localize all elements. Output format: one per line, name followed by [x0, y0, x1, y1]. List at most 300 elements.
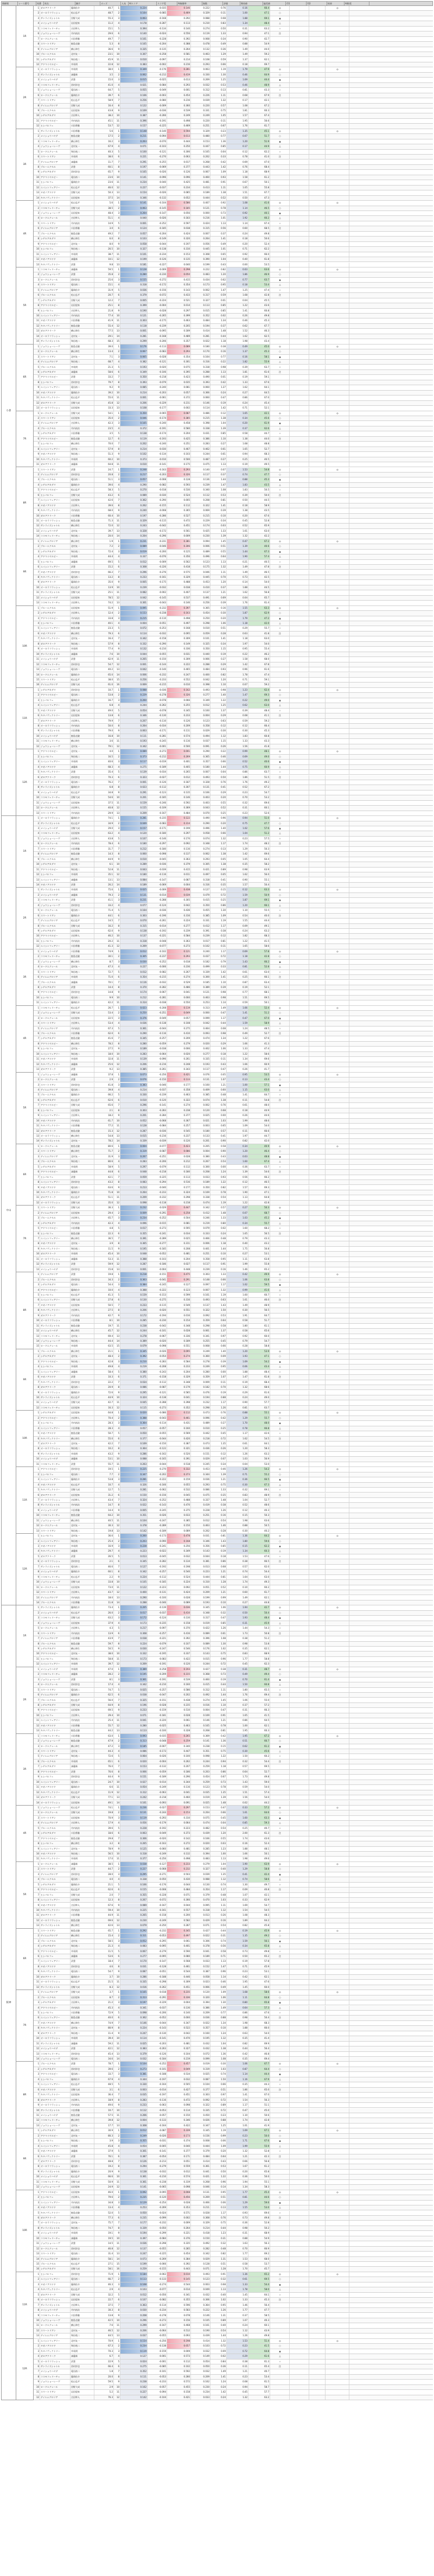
- table-row[interactable]: [34, 324, 433, 329]
- table-row[interactable]: [34, 1298, 433, 1303]
- table-row[interactable]: [34, 1380, 433, 1385]
- table-row[interactable]: [34, 642, 433, 647]
- table-row[interactable]: [34, 360, 433, 365]
- table-row[interactable]: [34, 468, 433, 473]
- table-row[interactable]: [34, 1349, 433, 1354]
- table-row[interactable]: [34, 109, 433, 113]
- table-row[interactable]: [34, 1452, 433, 1457]
- table-row[interactable]: [34, 437, 433, 442]
- table-row[interactable]: [34, 1021, 433, 1026]
- table-row[interactable]: [34, 914, 433, 919]
- table-row[interactable]: [34, 447, 433, 452]
- table-row[interactable]: [34, 1088, 433, 1093]
- table-row[interactable]: [34, 934, 433, 939]
- table-row[interactable]: [34, 1124, 433, 1128]
- column-header[interactable]: 開催場: [2, 2, 18, 5]
- table-row[interactable]: [34, 514, 433, 519]
- table-row[interactable]: [34, 1155, 433, 1159]
- table-row[interactable]: [34, 391, 433, 396]
- table-row[interactable]: [34, 1288, 433, 1293]
- table-row[interactable]: [34, 611, 433, 616]
- table-row[interactable]: [34, 954, 433, 959]
- table-row[interactable]: [34, 1416, 433, 1421]
- table-row[interactable]: [34, 652, 433, 657]
- table-row[interactable]: [34, 385, 433, 390]
- table-row[interactable]: [34, 503, 433, 508]
- column-header[interactable]: オッズ: [100, 2, 121, 5]
- table-row[interactable]: [34, 1232, 433, 1236]
- table-row[interactable]: [34, 1421, 433, 1426]
- table-row[interactable]: [34, 580, 433, 585]
- column-header[interactable]: 期待値: [240, 2, 263, 5]
- table-row[interactable]: [34, 713, 433, 718]
- table-row[interactable]: [34, 406, 433, 411]
- table-row[interactable]: [34, 355, 433, 360]
- table-row[interactable]: [34, 257, 433, 262]
- table-row[interactable]: [34, 206, 433, 211]
- table-row[interactable]: [34, 83, 433, 88]
- table-row[interactable]: [34, 749, 433, 754]
- table-row[interactable]: [34, 698, 433, 703]
- table-row[interactable]: [34, 160, 433, 165]
- table-row[interactable]: [34, 678, 433, 683]
- table-row[interactable]: [34, 688, 433, 693]
- table-row[interactable]: [34, 662, 433, 667]
- table-row[interactable]: [34, 965, 433, 970]
- table-row[interactable]: [34, 1283, 433, 1287]
- table-row[interactable]: [34, 37, 433, 42]
- table-row[interactable]: [34, 303, 433, 308]
- table-row[interactable]: [34, 739, 433, 744]
- table-row[interactable]: [34, 1293, 433, 1298]
- table-row[interactable]: [34, 263, 433, 267]
- table-row[interactable]: [34, 1278, 433, 1283]
- table-row[interactable]: [34, 919, 433, 923]
- table-row[interactable]: [34, 31, 433, 36]
- table-row[interactable]: [34, 1108, 433, 1113]
- table-row[interactable]: [34, 221, 433, 226]
- table-row[interactable]: [34, 1221, 433, 1226]
- table-row[interactable]: [34, 683, 433, 687]
- table-row[interactable]: [34, 960, 433, 965]
- table-row[interactable]: [34, 852, 433, 857]
- table-row[interactable]: [34, 554, 433, 559]
- table-row[interactable]: [34, 888, 433, 892]
- table-row[interactable]: [34, 150, 433, 155]
- table-row[interactable]: [34, 939, 433, 944]
- table-row[interactable]: [34, 1185, 433, 1190]
- table-row[interactable]: [34, 868, 433, 872]
- table-row[interactable]: [34, 862, 433, 867]
- table-row[interactable]: [34, 27, 433, 31]
- table-row[interactable]: [34, 806, 433, 811]
- table-row[interactable]: [34, 1011, 433, 1016]
- table-row[interactable]: [34, 401, 433, 406]
- table-row[interactable]: [34, 1047, 433, 1051]
- table-row[interactable]: [34, 1149, 433, 1154]
- table-row[interactable]: [34, 1241, 433, 1246]
- table-row[interactable]: [34, 247, 433, 252]
- table-row[interactable]: [34, 1360, 433, 1364]
- table-row[interactable]: [34, 544, 433, 549]
- table-row[interactable]: [34, 1467, 433, 1472]
- table-row[interactable]: [34, 345, 433, 349]
- table-row[interactable]: [34, 1391, 433, 1395]
- table-row[interactable]: [34, 893, 433, 898]
- table-row[interactable]: [34, 729, 433, 734]
- table-row[interactable]: [34, 636, 433, 641]
- table-row[interactable]: [34, 575, 433, 580]
- table-row[interactable]: [34, 11, 433, 16]
- table-row[interactable]: [34, 570, 433, 575]
- table-row[interactable]: [34, 477, 433, 482]
- table-row[interactable]: [34, 1211, 433, 1216]
- table-row[interactable]: [34, 667, 433, 672]
- table-row[interactable]: [34, 831, 433, 836]
- table-row[interactable]: [34, 1252, 433, 1257]
- table-row[interactable]: [34, 1073, 433, 1077]
- table-row[interactable]: [34, 1170, 433, 1175]
- table-row[interactable]: [34, 837, 433, 841]
- table-row[interactable]: [34, 795, 433, 800]
- table-row[interactable]: [34, 1119, 433, 1124]
- table-row[interactable]: [34, 1000, 433, 1005]
- table-row[interactable]: [34, 596, 433, 601]
- table-row[interactable]: [34, 242, 433, 247]
- table-row[interactable]: [34, 1206, 433, 1210]
- table-row[interactable]: [34, 1477, 433, 1482]
- table-row[interactable]: [34, 980, 433, 985]
- table-row[interactable]: [34, 1067, 433, 1072]
- table-row[interactable]: [34, 144, 433, 149]
- table-row[interactable]: [34, 821, 433, 826]
- table-row[interactable]: [34, 1472, 433, 1477]
- table-row[interactable]: [34, 298, 433, 303]
- table-row[interactable]: [34, 216, 433, 221]
- table-row[interactable]: [34, 442, 433, 447]
- table-row[interactable]: [34, 816, 433, 821]
- table-row[interactable]: [34, 1334, 433, 1339]
- table-row[interactable]: [34, 606, 433, 611]
- table-row[interactable]: [34, 226, 433, 231]
- table-row[interactable]: [34, 211, 433, 216]
- table-row[interactable]: [34, 539, 433, 544]
- table-row[interactable]: [34, 519, 433, 524]
- table-row[interactable]: [34, 990, 433, 995]
- table-row[interactable]: [34, 1400, 433, 1405]
- table-row[interactable]: [34, 785, 433, 790]
- table-row[interactable]: [34, 365, 433, 370]
- table-row[interactable]: [34, 550, 433, 554]
- table-row[interactable]: [34, 232, 433, 237]
- table-row[interactable]: [34, 170, 433, 175]
- table-row[interactable]: [34, 1267, 433, 1272]
- table-row[interactable]: [34, 411, 433, 416]
- table-row[interactable]: [34, 6, 433, 11]
- table-row[interactable]: [34, 719, 433, 724]
- table-row[interactable]: [34, 524, 433, 528]
- table-row[interactable]: [34, 1411, 433, 1415]
- table-row[interactable]: [34, 1201, 433, 1206]
- table-row[interactable]: [34, 93, 433, 98]
- table-row[interactable]: [34, 1272, 433, 1277]
- table-row[interactable]: [34, 529, 433, 534]
- table-row[interactable]: [34, 134, 433, 139]
- table-row[interactable]: [34, 693, 433, 698]
- table-row[interactable]: [34, 1339, 433, 1344]
- table-row[interactable]: [34, 1375, 433, 1380]
- table-row[interactable]: [34, 616, 433, 621]
- table-row[interactable]: [34, 1057, 433, 1062]
- table-row[interactable]: [34, 1226, 433, 1231]
- table-row[interactable]: [34, 196, 433, 201]
- table-row[interactable]: [34, 1344, 433, 1349]
- table-row[interactable]: [34, 724, 433, 729]
- column-header[interactable]: 偏差値: [263, 2, 286, 5]
- table-row[interactable]: [34, 104, 433, 109]
- table-row[interactable]: [34, 67, 433, 72]
- table-row[interactable]: [34, 534, 433, 539]
- column-header[interactable]: 印1: [286, 2, 307, 5]
- table-row[interactable]: [34, 309, 433, 314]
- table-row[interactable]: [34, 139, 433, 144]
- column-header[interactable]: AIスコア: [129, 2, 157, 5]
- table-row[interactable]: [34, 278, 433, 283]
- table-row[interactable]: [34, 703, 433, 708]
- table-row[interactable]: [34, 755, 433, 760]
- table-row[interactable]: [34, 498, 433, 503]
- table-row[interactable]: [34, 944, 433, 949]
- table-row[interactable]: [34, 1313, 433, 1318]
- table-row[interactable]: [34, 47, 433, 52]
- table-row[interactable]: [34, 621, 433, 626]
- table-row[interactable]: [34, 801, 433, 806]
- table-row[interactable]: [34, 339, 433, 344]
- table-row[interactable]: [34, 847, 433, 852]
- table-row[interactable]: [34, 483, 433, 488]
- table-row[interactable]: [34, 924, 433, 929]
- table-row[interactable]: [34, 775, 433, 780]
- table-row[interactable]: [34, 288, 433, 293]
- column-header[interactable]: AI推奨: [344, 2, 369, 5]
- table-row[interactable]: [34, 16, 433, 21]
- table-row[interactable]: [34, 113, 433, 118]
- table-row[interactable]: [34, 1308, 433, 1313]
- table-row[interactable]: [34, 857, 433, 862]
- table-row[interactable]: [34, 811, 433, 816]
- table-row[interactable]: [34, 601, 433, 605]
- table-row[interactable]: [34, 201, 433, 206]
- table-row[interactable]: [34, 1144, 433, 1149]
- table-row[interactable]: [34, 1257, 433, 1262]
- table-row[interactable]: [34, 590, 433, 595]
- table-row[interactable]: [34, 88, 433, 93]
- table-row[interactable]: [34, 1077, 433, 1082]
- table-row[interactable]: [34, 1052, 433, 1057]
- table-row[interactable]: [34, 237, 433, 241]
- table-row[interactable]: [34, 508, 433, 513]
- table-row[interactable]: [34, 1395, 433, 1400]
- table-row[interactable]: [34, 770, 433, 775]
- table-row[interactable]: [34, 462, 433, 467]
- table-row[interactable]: [34, 1457, 433, 1462]
- table-row[interactable]: [34, 1093, 433, 1098]
- column-header[interactable]: レース番号: [18, 2, 36, 5]
- table-row[interactable]: [34, 1493, 433, 1498]
- table-row[interactable]: [34, 190, 433, 195]
- column-header[interactable]: 結果: [327, 2, 344, 5]
- table-row[interactable]: [34, 841, 433, 846]
- table-row[interactable]: [34, 1026, 433, 1031]
- table-row[interactable]: [34, 426, 433, 431]
- table-row[interactable]: [34, 1062, 433, 1067]
- table-row[interactable]: [34, 267, 433, 272]
- table-row[interactable]: [34, 760, 433, 764]
- table-row[interactable]: [34, 1364, 433, 1369]
- table-row[interactable]: [34, 1113, 433, 1118]
- table-row[interactable]: [34, 908, 433, 913]
- table-row[interactable]: [34, 1098, 433, 1103]
- table-row[interactable]: [34, 673, 433, 678]
- table-row[interactable]: [34, 73, 433, 78]
- column-header[interactable]: 馬番: [36, 2, 44, 5]
- table-row[interactable]: [34, 560, 433, 565]
- table-row[interactable]: [34, 1175, 433, 1180]
- table-row[interactable]: [34, 375, 433, 380]
- column-header[interactable]: 印2: [307, 2, 327, 5]
- table-row[interactable]: [34, 744, 433, 749]
- table-row[interactable]: [34, 1236, 433, 1241]
- table-row[interactable]: [34, 1462, 433, 1467]
- column-header[interactable]: 評価: [223, 2, 240, 5]
- table-row[interactable]: [34, 180, 433, 185]
- table-row[interactable]: [34, 52, 433, 57]
- table-row[interactable]: [34, 314, 433, 318]
- table-row[interactable]: [34, 1483, 433, 1488]
- table-row[interactable]: [34, 493, 433, 498]
- table-row[interactable]: [34, 155, 433, 160]
- table-row[interactable]: [34, 416, 433, 421]
- table-row[interactable]: [34, 1042, 433, 1047]
- table-row[interactable]: [34, 996, 433, 1000]
- table-row[interactable]: [34, 175, 433, 180]
- table-row[interactable]: [34, 949, 433, 954]
- table-row[interactable]: [34, 1370, 433, 1375]
- table-row[interactable]: [34, 62, 433, 67]
- table-row[interactable]: [34, 1165, 433, 1170]
- column-header[interactable]: 人気: [121, 2, 129, 5]
- table-row[interactable]: [34, 1446, 433, 1451]
- table-row[interactable]: [34, 349, 433, 354]
- table-row[interactable]: [34, 898, 433, 903]
- column-header[interactable]: 馬名: [44, 2, 75, 5]
- table-row[interactable]: [34, 272, 433, 277]
- table-row[interactable]: [34, 318, 433, 323]
- table-row[interactable]: [34, 632, 433, 636]
- table-row[interactable]: [34, 78, 433, 82]
- table-row[interactable]: [34, 1036, 433, 1041]
- column-header[interactable]: AI複勝率: [177, 2, 202, 5]
- table-row[interactable]: [34, 1406, 433, 1411]
- table-row[interactable]: [34, 293, 433, 298]
- table-row[interactable]: [34, 883, 433, 888]
- table-row[interactable]: [34, 1303, 433, 1308]
- table-row[interactable]: [34, 334, 433, 339]
- table-row[interactable]: [34, 1431, 433, 1436]
- table-row[interactable]: [34, 473, 433, 477]
- table-row[interactable]: [34, 1437, 433, 1442]
- table-row[interactable]: [34, 585, 433, 590]
- table-row[interactable]: [34, 626, 433, 631]
- table-row[interactable]: [34, 565, 433, 570]
- table-row[interactable]: [34, 452, 433, 457]
- table-row[interactable]: [34, 929, 433, 934]
- table-row[interactable]: [34, 970, 433, 975]
- table-row[interactable]: [34, 1190, 433, 1195]
- table-row[interactable]: [34, 1139, 433, 1144]
- table-row[interactable]: [34, 165, 433, 170]
- table-row[interactable]: [34, 657, 433, 662]
- table-row[interactable]: [34, 1134, 433, 1139]
- table-row[interactable]: [34, 1324, 433, 1329]
- table-row[interactable]: [34, 1006, 433, 1011]
- table-row[interactable]: [34, 1442, 433, 1446]
- table-row[interactable]: [34, 790, 433, 795]
- table-row[interactable]: [34, 780, 433, 785]
- table-row[interactable]: [34, 98, 433, 103]
- table-row[interactable]: [34, 421, 433, 426]
- table-row[interactable]: [34, 21, 433, 26]
- table-row[interactable]: [34, 396, 433, 400]
- table-row[interactable]: [34, 1103, 433, 1108]
- table-row[interactable]: [34, 488, 433, 493]
- table-row[interactable]: [34, 1180, 433, 1185]
- table-row[interactable]: [34, 1247, 433, 1252]
- table-row[interactable]: [34, 878, 433, 883]
- table-row[interactable]: [34, 119, 433, 124]
- table-row[interactable]: [34, 1195, 433, 1200]
- table-row[interactable]: [34, 252, 433, 257]
- table-row[interactable]: [34, 1426, 433, 1431]
- table-row[interactable]: [34, 1498, 433, 1503]
- table-row[interactable]: [34, 457, 433, 462]
- column-header[interactable]: スコア差: [157, 2, 177, 5]
- table-row[interactable]: [34, 975, 433, 980]
- table-row[interactable]: [34, 1329, 433, 1334]
- table-row[interactable]: [34, 124, 433, 129]
- table-row[interactable]: [34, 872, 433, 877]
- table-row[interactable]: [34, 329, 433, 334]
- table-row[interactable]: [34, 1216, 433, 1221]
- table-row[interactable]: [34, 431, 433, 436]
- table-row[interactable]: [34, 826, 433, 831]
- table-row[interactable]: [34, 1318, 433, 1323]
- table-row[interactable]: [34, 283, 433, 288]
- table-row[interactable]: [34, 1129, 433, 1134]
- table-row[interactable]: [34, 1083, 433, 1088]
- table-row[interactable]: [34, 1262, 433, 1267]
- table-row[interactable]: [34, 1159, 433, 1164]
- column-header[interactable]: 指数: [202, 2, 223, 5]
- table-row[interactable]: [34, 765, 433, 770]
- table-row[interactable]: [34, 734, 433, 739]
- table-row[interactable]: [34, 1385, 433, 1390]
- table-row[interactable]: [34, 1016, 433, 1021]
- table-row[interactable]: [34, 380, 433, 385]
- table-row[interactable]: [34, 1488, 433, 1493]
- table-row[interactable]: [34, 42, 433, 47]
- table-row[interactable]: [34, 1354, 433, 1359]
